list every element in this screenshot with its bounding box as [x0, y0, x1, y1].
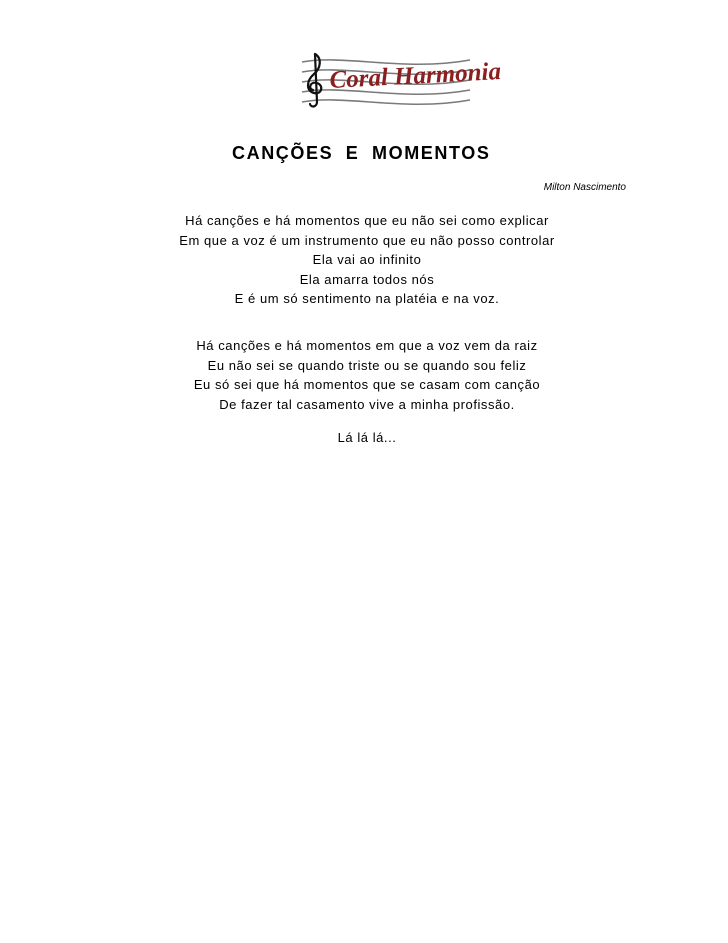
logo-graphic	[294, 52, 502, 110]
lyric-line: Eu só sei que há momentos que se casam com canção	[193, 377, 541, 393]
lyric-line: Há canções e há momentos que eu não sei como explicar	[185, 213, 549, 228]
lyric-line: Há canções e há momentos em que a voz vem da raiz	[196, 338, 538, 353]
lyric-line: De fazer tal casamento vive a minha profissão.	[219, 396, 515, 412]
lyric-line: Eu não sei se quando triste ou se quando sou feliz	[207, 357, 527, 373]
lyric-line: Em que a voz é um instrumento que eu não posso controlar	[179, 232, 555, 248]
coral-harmonia-logo	[294, 52, 502, 110]
logo-wordmark: Coral Harmonia	[328, 58, 502, 94]
composer-credit: Milton Nascimento	[543, 182, 626, 193]
song-title: CANÇÕES E MOMENTOS	[232, 143, 491, 163]
stanza-1	[157, 211, 577, 309]
lyric-line: E é um só sentimento na platéia e na voz.	[234, 291, 500, 307]
stanza-2	[157, 336, 577, 414]
coda-line: Lá lá lá...	[337, 430, 397, 445]
lyric-line: Ela amarra todos nós	[299, 271, 435, 287]
lyric-line: Ela vai ao infinito	[312, 252, 422, 268]
